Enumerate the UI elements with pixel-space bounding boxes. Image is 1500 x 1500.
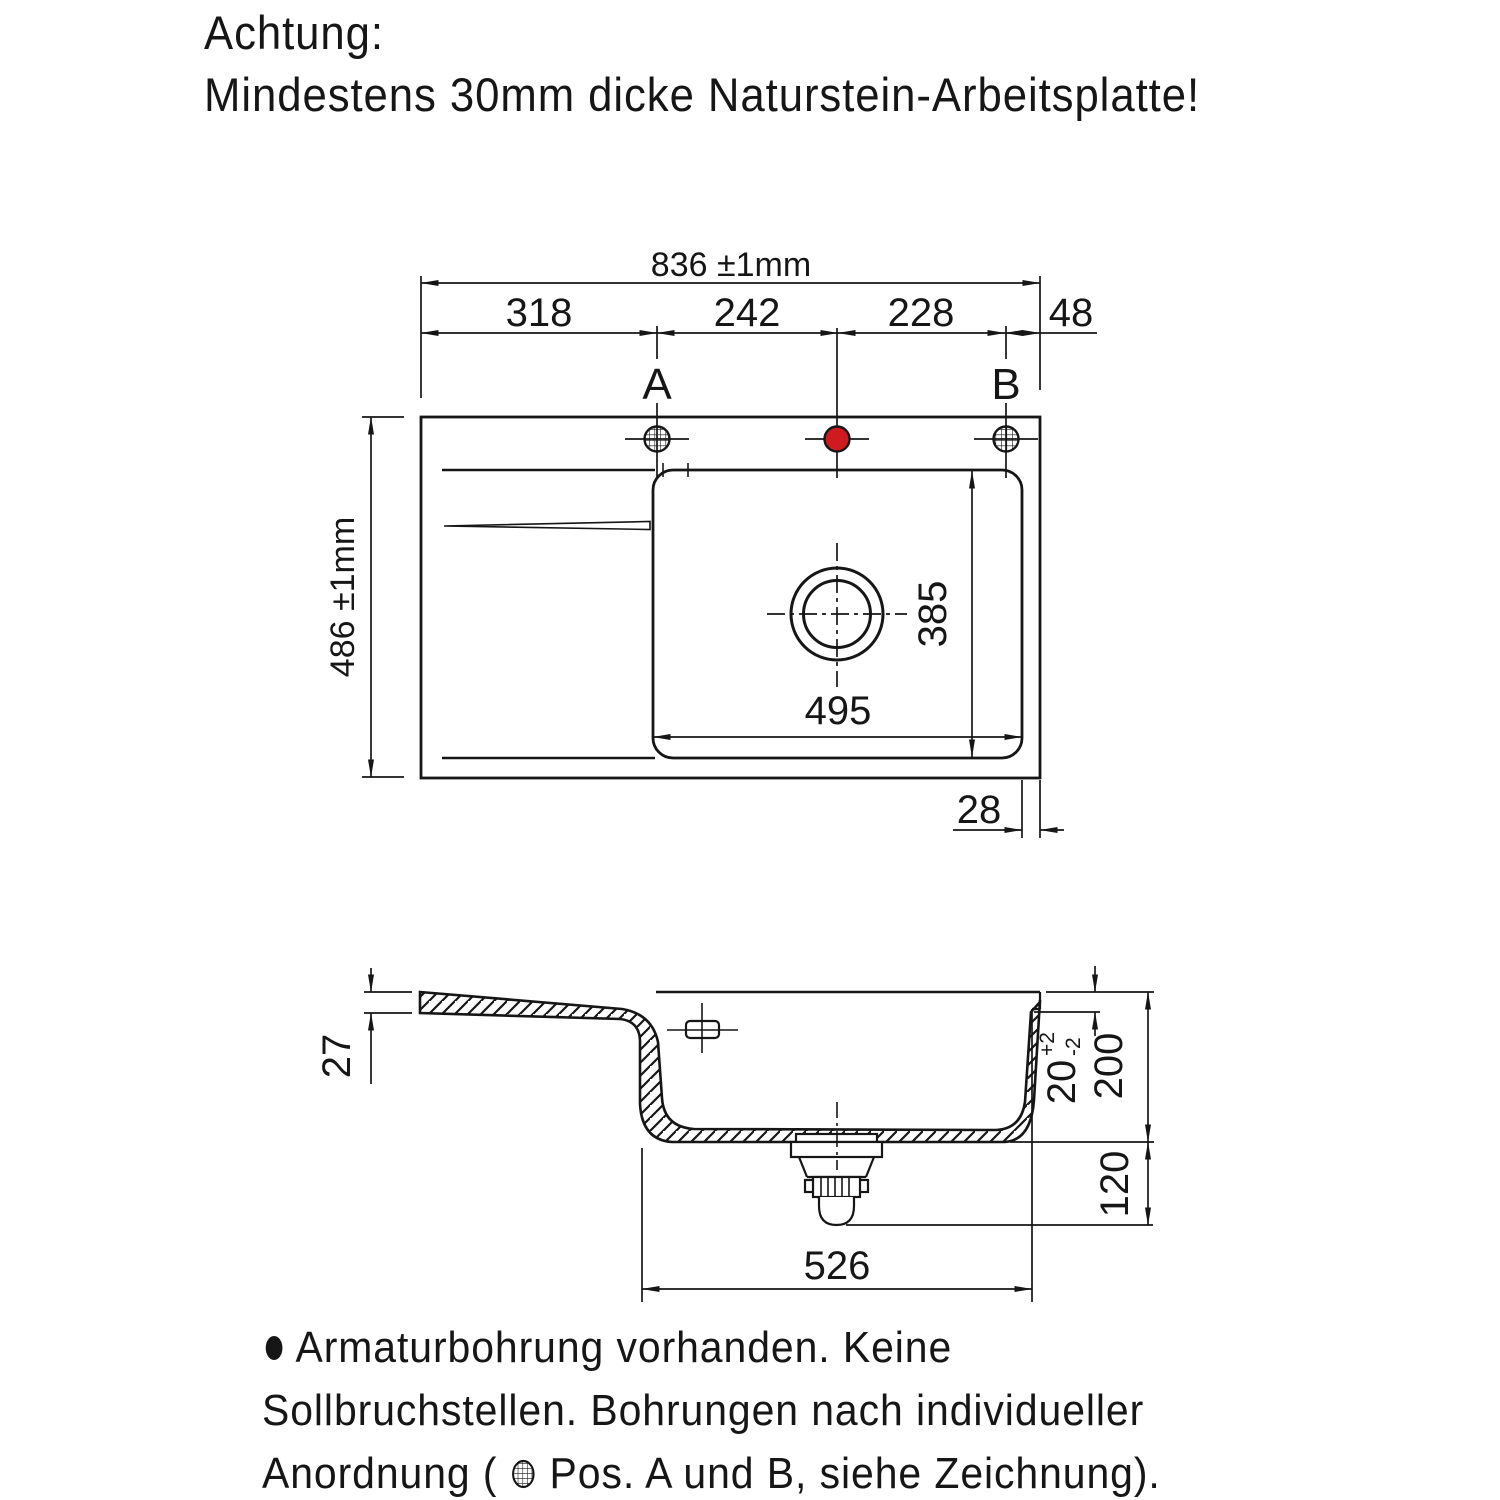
dim-text-385: 385 [911,580,955,648]
dim-text-228: 228 [887,291,955,335]
dim-text-20-tolminus: -2 [1062,1037,1085,1056]
dim-text-200: 200 [1087,1032,1131,1100]
dim-text-20: 20 [1040,1059,1084,1105]
drainboard-groove [444,522,650,530]
footnote [262,1316,1161,1500]
plan-view [324,246,1097,838]
faucet-bore-section [667,1003,738,1053]
dim-text-120: 120 [1093,1150,1137,1218]
footnote-text-3b: Pos. A und B, siehe Zeichnung). [549,1449,1161,1498]
footnote-line-2 [262,1379,1161,1442]
crosshatched-circle-icon [509,1458,539,1490]
hole-a-crosshatch [645,427,670,452]
dim-overall-height [362,417,404,777]
dim-step-depth [1034,966,1154,1036]
dim-rim-thickness [364,968,412,1084]
hole-a-label: A [642,360,672,409]
dim-text-28: 28 [956,788,1002,832]
hole-red [825,427,850,452]
warning-title: Achtung: [204,6,384,59]
footnote-text-2: Sollbruchstellen. Bohrungen nach individueller [262,1386,1145,1435]
faucet-hole-existing [805,328,869,478]
footnote-line-1 [262,1316,1161,1379]
footnote-text-3a: Anordnung ( [262,1449,498,1498]
footnote-line-3 [262,1442,1161,1500]
warning-text: Mindestens 30mm dicke Naturstein-Arbeitsplatte! [204,68,1201,121]
dim-text-242: 242 [713,291,781,335]
dim-text-20-tolplus: +2 [1036,1032,1059,1056]
dim-text-27: 27 [315,1033,359,1079]
hole-b-crosshatch [994,427,1019,452]
dim-text-48: 48 [1048,291,1094,335]
footnote-text-1: Armaturbohrung vorhanden. Keine [295,1323,953,1372]
dim-text-486: 486 ±1mm [324,516,362,678]
dim-text-495: 495 [804,689,872,733]
section-view [315,966,1154,1302]
hole-b-label: B [991,360,1021,409]
filled-circle-icon [262,1333,286,1363]
drain-assembly [791,1102,882,1225]
dim-text-318: 318 [505,291,573,335]
drain-opening [767,543,907,687]
dim-text-836: 836 ±1mm [650,246,812,284]
dim-text-526: 526 [803,1244,871,1288]
section-profile [420,992,1040,1142]
